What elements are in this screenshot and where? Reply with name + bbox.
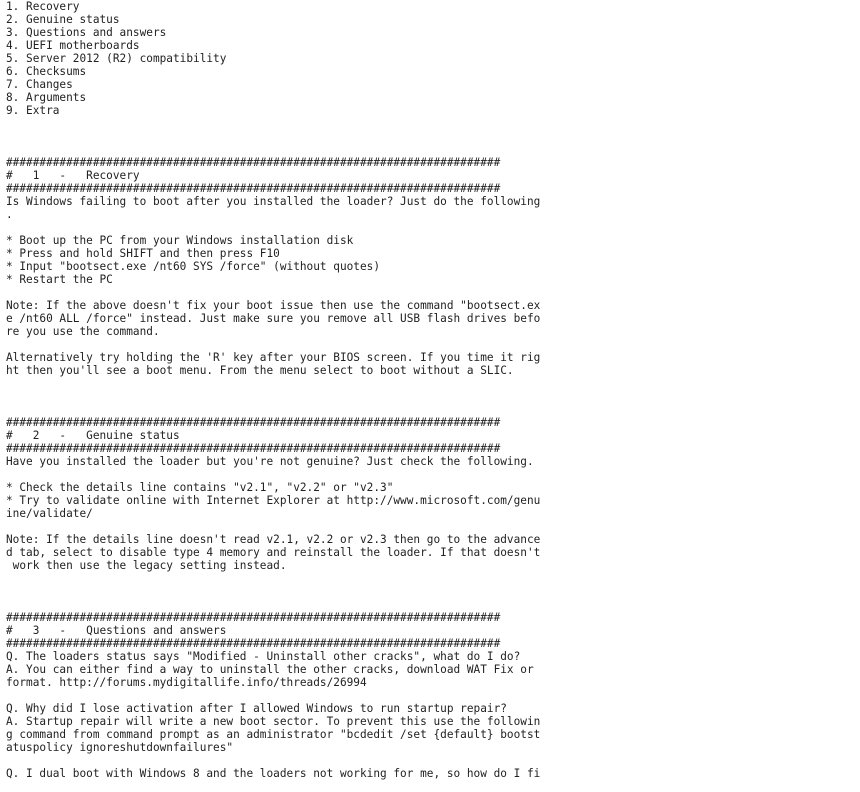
text-line: [6, 117, 860, 130]
text-line: Note: If the above doesn't fix your boot issue then use the command "bootsect.ex: [6, 299, 541, 312]
text-line: 8. Arguments: [6, 91, 87, 104]
text-line: 3. Questions and answers: [6, 26, 167, 39]
text-line: 5. Server 2012 (R2) compatibility: [6, 52, 227, 65]
text-line: A. Startup repair will write a new boot sector. To prevent this use the followin: [6, 715, 541, 728]
text-line: ##########################################################################: [6, 442, 501, 455]
text-line: ine/validate/: [6, 507, 93, 520]
text-line: Q. I dual boot with Windows 8 and the loaders not working for me, so how do I fi: [6, 767, 541, 780]
text-line: [6, 221, 860, 234]
text-line: e /nt60 ALL /force" instead. Just make sure you remove all USB flash drives befo: [6, 312, 541, 325]
text-line: [6, 377, 860, 390]
text-line: 6. Checksums: [6, 65, 87, 78]
text-line: [6, 130, 860, 143]
text-line: ht then you'll see a boot menu. From the menu select to boot without a SLIC.: [6, 364, 514, 377]
text-line: 9. Extra: [6, 104, 60, 117]
text-line: # 1 - Recovery: [6, 169, 140, 182]
text-line: 1. Recovery: [6, 0, 80, 13]
text-line: .: [6, 208, 13, 221]
text-line: [6, 338, 860, 351]
text-line: work then use the legacy setting instead.: [6, 559, 287, 572]
text-line: Q. The loaders status says "Modified - Uninstall other cracks", what do I do?: [6, 650, 521, 663]
text-line: [6, 585, 860, 598]
text-line: ##########################################################################: [6, 611, 501, 624]
text-line: Have you installed the loader but you're not genuine? Just check the following.: [6, 455, 534, 468]
text-line: 7. Changes: [6, 78, 73, 91]
text-line: re you use the command.: [6, 325, 160, 338]
text-line: [6, 468, 860, 481]
text-line: ##########################################################################: [6, 416, 501, 429]
text-line: # 3 - Questions and answers: [6, 624, 227, 637]
text-line: 2. Genuine status: [6, 13, 120, 26]
text-line: format. http://forums.mydigitallife.info/threads/26994: [6, 676, 367, 689]
text-line: [6, 286, 860, 299]
text-line: [6, 143, 860, 156]
text-line: ##########################################################################: [6, 637, 501, 650]
text-line: * Restart the PC: [6, 273, 113, 286]
text-line: Alternatively try holding the 'R' key after your BIOS screen. If you time it rig: [6, 351, 541, 364]
text-line: A. You can either find a way to uninstall the other cracks, download WAT Fix or: [6, 663, 534, 676]
text-line: [6, 403, 860, 416]
text-line: [6, 572, 860, 585]
text-line: [6, 390, 860, 403]
text-line: [6, 754, 860, 767]
text-line: [6, 520, 860, 533]
text-line: * Check the details line contains "v2.1", "v2.2" or "v2.3": [6, 481, 394, 494]
text-line: [6, 689, 860, 702]
text-line: Note: If the details line doesn't read v2.1, v2.2 or v2.3 then go to the advance: [6, 533, 541, 546]
text-line: 4. UEFI motherboards: [6, 39, 140, 52]
text-line: # 2 - Genuine status: [6, 429, 180, 442]
text-line: Q. Why did I lose activation after I allowed Windows to run startup repair?: [6, 702, 507, 715]
text-line: * Boot up the PC from your Windows installation disk: [6, 234, 354, 247]
text-line: [6, 598, 860, 611]
text-line: * Try to validate online with Internet Explorer at http://www.microsoft.com/genu: [6, 494, 541, 507]
text-line: Is Windows failing to boot after you installed the loader? Just do the following: [6, 195, 541, 208]
text-line: ##########################################################################: [6, 182, 501, 195]
text-line: * Press and hold SHIFT and then press F10: [6, 247, 280, 260]
text-line: * Input "bootsect.exe /nt60 SYS /force" (without quotes): [6, 260, 381, 273]
text-line: atuspolicy ignoreshutdownfailures": [6, 741, 234, 754]
text-line: ##########################################################################: [6, 156, 501, 169]
text-line: d tab, select to disable type 4 memory and reinstall the loader. If that doesn't: [6, 546, 541, 559]
text-line: g command from command prompt as an administrator "bcdedit /set {default} bootst: [6, 728, 541, 741]
